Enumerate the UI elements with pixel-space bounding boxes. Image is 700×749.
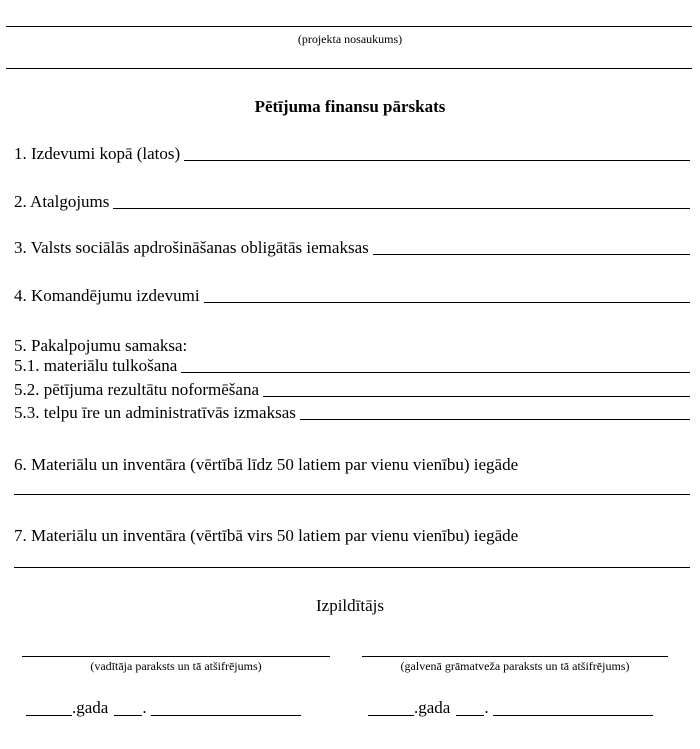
item-6-field[interactable] (14, 494, 690, 495)
manager-signature-line[interactable] (22, 656, 330, 657)
manager-signature-caption: (vadītāja paraksts un tā atšifrējums) (90, 659, 262, 673)
row-label: 1. Izdevumi kopā (latos) (14, 144, 181, 163)
row-total-expenses (14, 144, 690, 164)
gada-label: .gada (72, 698, 109, 717)
row-label: 2. Atalgojums (14, 192, 110, 211)
salary-field[interactable] (113, 207, 690, 209)
social-insurance-field[interactable] (373, 253, 690, 255)
day-field[interactable] (114, 715, 142, 716)
manager-date (26, 698, 301, 718)
month-field[interactable] (151, 715, 301, 716)
day-field[interactable] (456, 715, 484, 716)
row-label: 5.3. telpu īre un administratīvās izmaksas (14, 403, 296, 422)
rent-admin-field[interactable] (300, 418, 690, 420)
services-heading: 5. Pakalpojumu samaksa: (14, 336, 188, 355)
accountant-signature-line[interactable] (362, 656, 668, 657)
item-7-label: 7. Materiālu un inventāra (vērtībā virs 50 latiem par vienu vienību) iegāde (14, 526, 519, 545)
project-name-line[interactable] (6, 26, 692, 27)
accountant-signature-caption: (galvenā grāmatveža paraksts un tā atšifrējums) (400, 659, 630, 673)
row-travel-expenses (14, 286, 690, 306)
row-social-insurance (14, 238, 690, 258)
month-field[interactable] (493, 715, 653, 716)
document-title: Pētījuma finansu pārskats (254, 97, 446, 116)
year-field[interactable] (26, 715, 72, 716)
row-translation (14, 356, 690, 376)
project-name-line-2[interactable] (6, 68, 692, 69)
row-label: 5.1. materiālu tulkošana (14, 356, 178, 375)
year-field[interactable] (368, 715, 414, 716)
travel-expenses-field[interactable] (204, 301, 690, 303)
item-7-field[interactable] (14, 567, 690, 568)
row-label: 4. Komandējumu izdevumi (14, 286, 200, 305)
translation-field[interactable] (181, 371, 690, 373)
row-formatting (14, 380, 690, 400)
date-dot: . (484, 698, 489, 717)
project-name-caption: (projekta nosaukums) (297, 32, 403, 46)
row-rent-admin (14, 403, 690, 423)
accountant-date (368, 698, 653, 718)
total-expenses-field[interactable] (184, 159, 690, 161)
formatting-field[interactable] (263, 395, 690, 397)
row-label: 3. Valsts sociālās apdrošināšanas obligātās iemaksas (14, 238, 369, 257)
gada-label: .gada (414, 698, 451, 717)
executor-heading: Izpildītājs (316, 596, 384, 615)
row-salary (14, 192, 690, 212)
row-label: 5.2. pētījuma rezultātu noformēšana (14, 380, 259, 399)
date-dot: . (142, 698, 147, 717)
item-6-label: 6. Materiālu un inventāra (vērtībā līdz 50 latiem par vienu vienību) iegāde (14, 455, 519, 474)
